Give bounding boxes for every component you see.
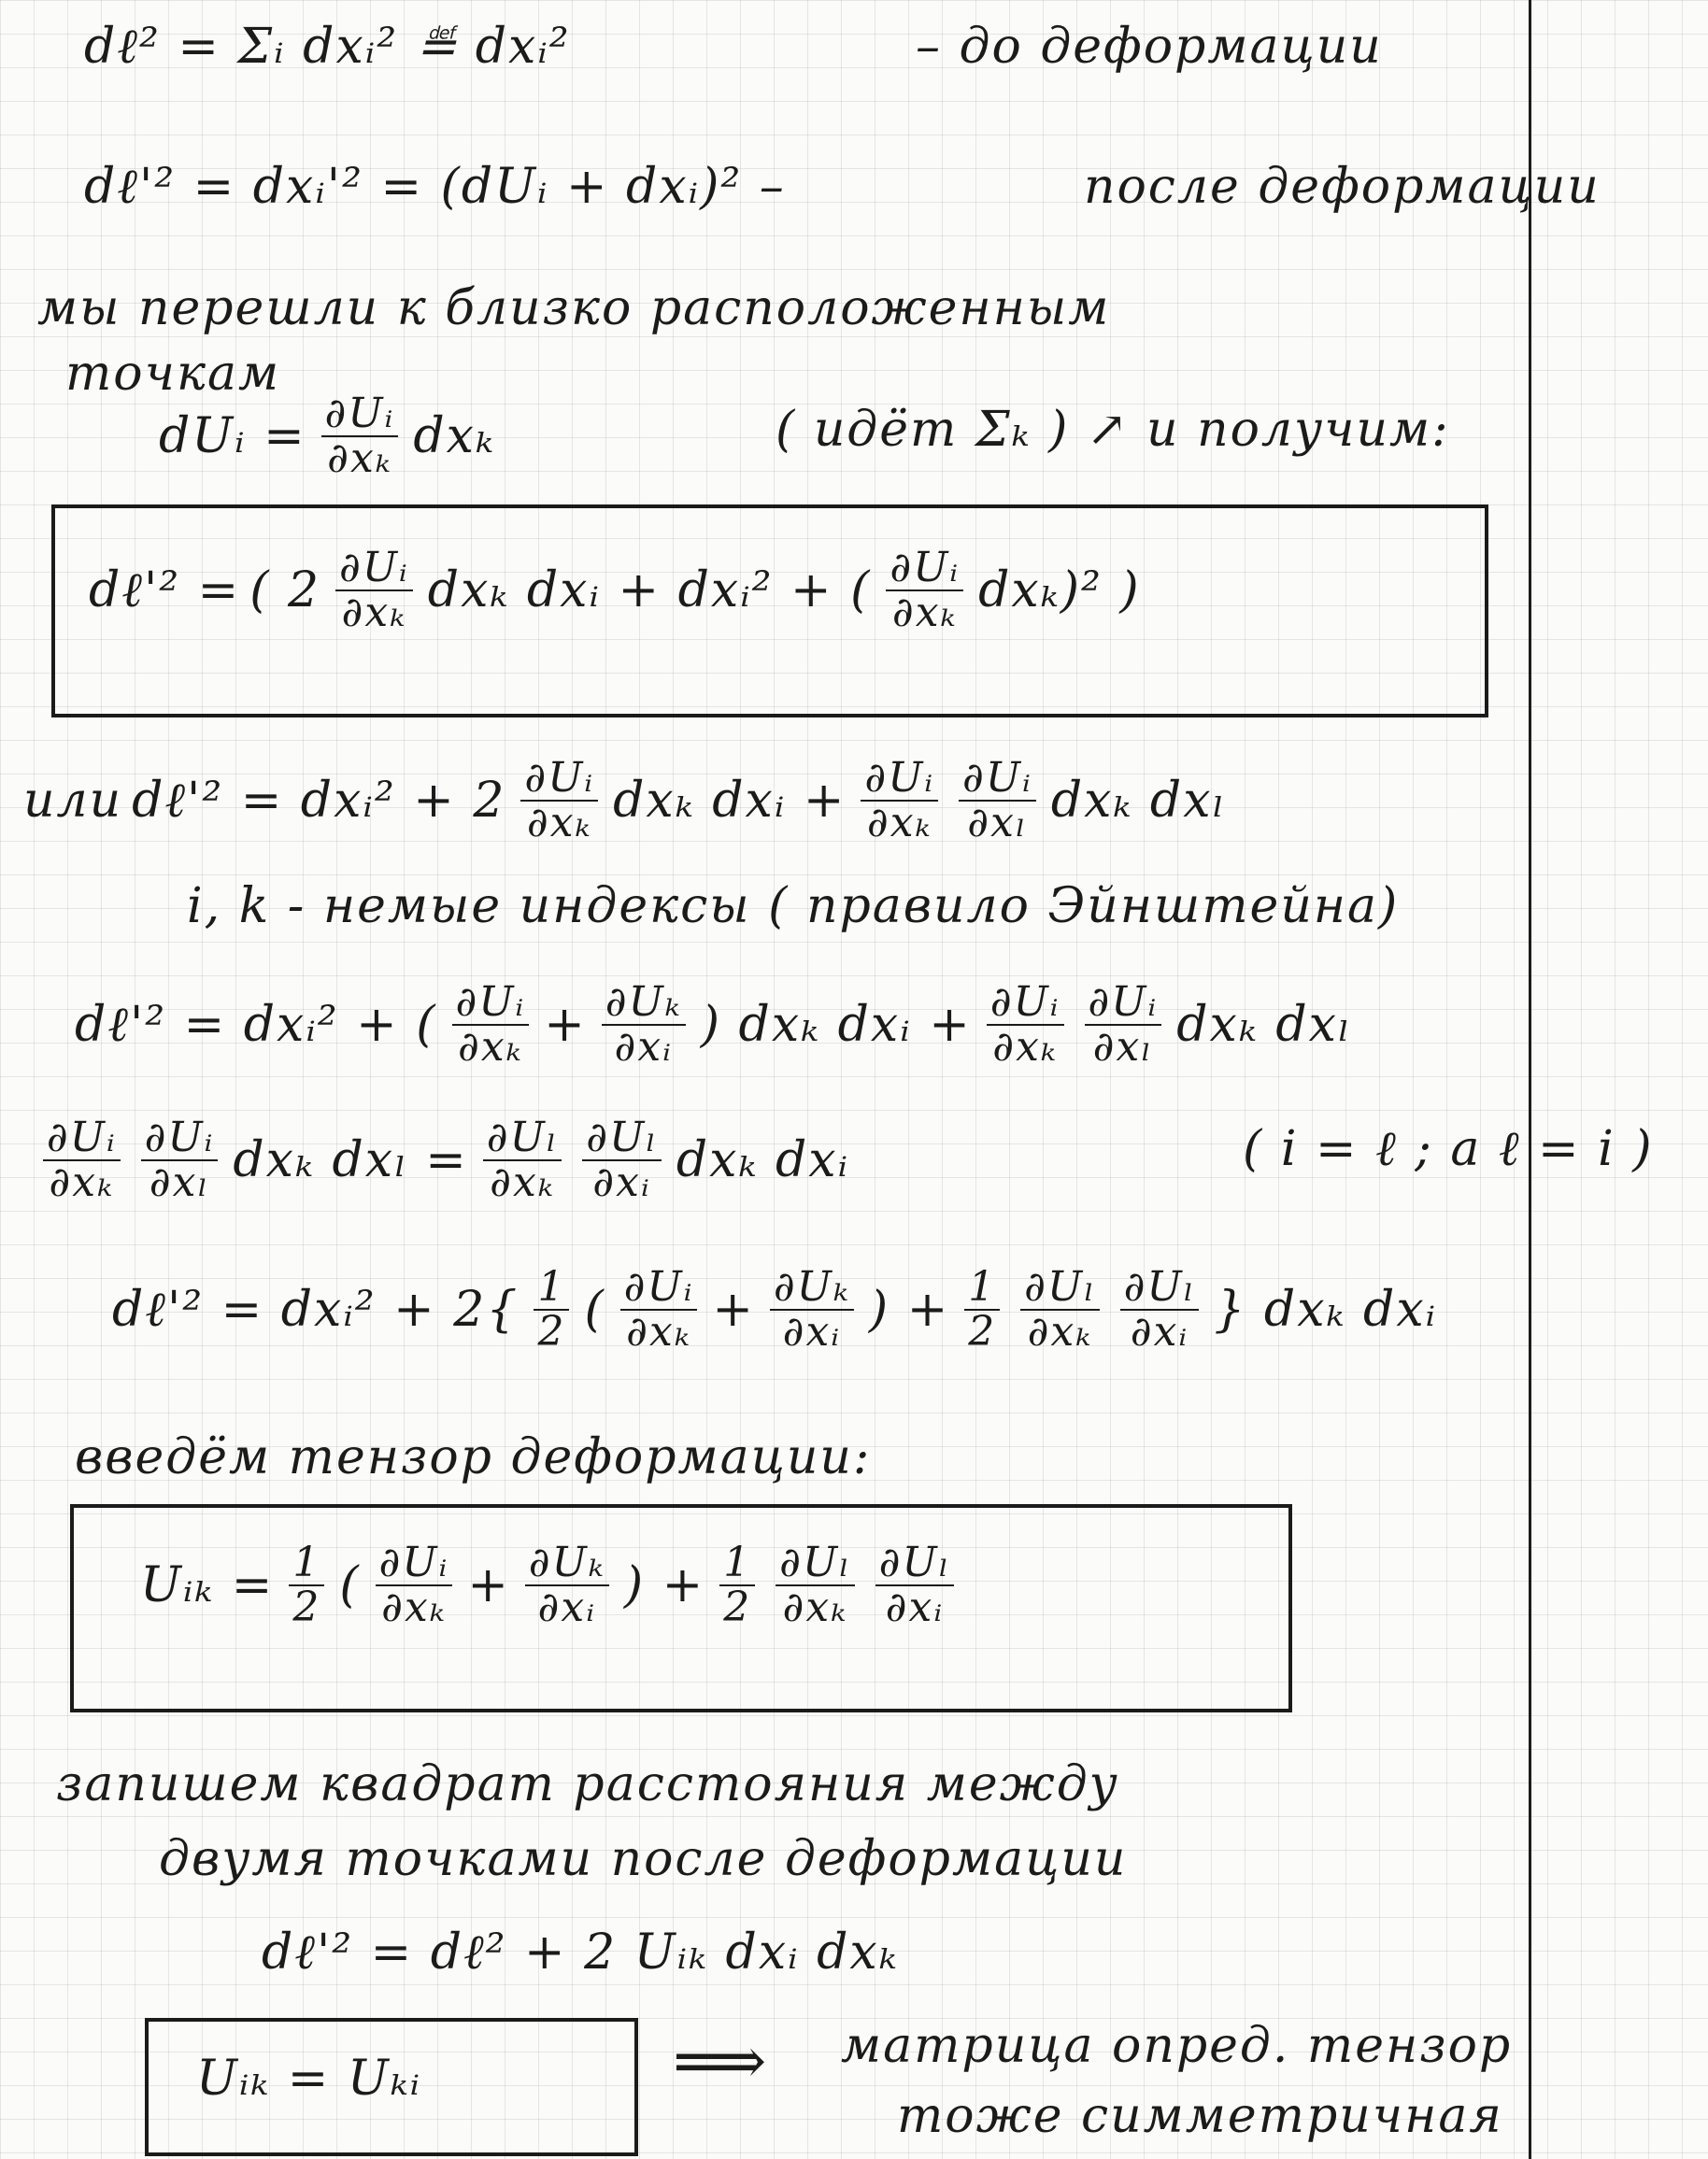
plus-sign: + bbox=[467, 1557, 510, 1614]
box2-lhs: Uᵢₖ = bbox=[140, 1557, 275, 1614]
fraction bbox=[525, 1539, 609, 1632]
text-nearby-points: мы перешли к близко расположенным bbox=[37, 280, 1111, 336]
fraction bbox=[582, 1114, 662, 1207]
fraction-numerator: 1 bbox=[719, 1541, 755, 1586]
fraction-denominator: ∂xₖ bbox=[327, 434, 392, 483]
box1-part-b: dxₖ dxᵢ + dxᵢ² + ( bbox=[427, 562, 872, 619]
text-line-12 bbox=[75, 1429, 871, 1485]
fraction-denominator: ∂xₖ bbox=[992, 1023, 1058, 1072]
fraction bbox=[770, 1263, 854, 1356]
fraction bbox=[861, 754, 938, 847]
l9-lhs: dℓ'² = dxᵢ² + ( bbox=[75, 997, 437, 1054]
text-line-3 bbox=[37, 280, 1110, 336]
fraction bbox=[886, 544, 963, 637]
text-two-points: двумя точками после деформации bbox=[159, 1831, 1128, 1887]
l7-mid: dxₖ dxᵢ + bbox=[613, 773, 847, 830]
text-line-14 bbox=[56, 1756, 1119, 1812]
l9-rhs: dxₖ dxₗ bbox=[1176, 997, 1352, 1054]
formula-symmetric: Uᵢₖ = Uₖᵢ bbox=[196, 2051, 422, 2107]
fraction-numerator: ∂Uₗ bbox=[1020, 1266, 1100, 1311]
formula-line-5 bbox=[159, 390, 495, 483]
implies-arrow-icon bbox=[673, 2023, 768, 2099]
text-points: точкам bbox=[65, 346, 281, 402]
l10-rhs: dxₖ dxᵢ bbox=[676, 1132, 850, 1189]
fraction bbox=[875, 1539, 955, 1632]
l10-mid: dxₖ dxₗ = bbox=[233, 1132, 468, 1189]
fraction bbox=[987, 978, 1064, 1072]
du-lhs: dUᵢ = bbox=[159, 408, 306, 465]
fraction-denominator: ∂xₖ bbox=[341, 589, 407, 637]
formula-distance: dℓ'² = dℓ² + 2 Uᵢₖ dxᵢ dxₖ bbox=[262, 1925, 899, 1981]
comment-line-5 bbox=[776, 402, 1450, 458]
close-paren: ) + bbox=[868, 1282, 950, 1339]
fraction-denominator: ∂xₗ bbox=[1092, 1023, 1153, 1072]
formula-dl-prime-squared: dℓ'² = dxᵢ'² = (dUᵢ + dxᵢ)² – bbox=[84, 159, 786, 215]
comment-einstein-sum: ( идёт Σₖ ) ↗ и получим: bbox=[776, 402, 1450, 458]
comment-index-swap: ( i = ℓ ; a ℓ = i ) bbox=[1243, 1121, 1654, 1177]
fraction-numerator: ∂Uᵢ bbox=[959, 757, 1036, 802]
fraction bbox=[289, 1539, 324, 1632]
fraction bbox=[43, 1114, 121, 1207]
fraction bbox=[534, 1263, 569, 1356]
fraction-numerator: ∂Uᵢ bbox=[520, 757, 598, 802]
fraction-numerator: ∂Uₗ bbox=[483, 1116, 562, 1161]
open-paren: ( bbox=[584, 1282, 605, 1339]
fraction-numerator: ∂Uᵢ bbox=[861, 757, 938, 802]
fraction bbox=[620, 1263, 698, 1356]
fraction-denominator: ∂xₖ bbox=[381, 1584, 447, 1632]
formula-line-16 bbox=[262, 1925, 899, 1981]
box1-formula bbox=[89, 544, 1141, 637]
fraction bbox=[719, 1539, 755, 1632]
fraction bbox=[959, 754, 1036, 847]
fraction-numerator: ∂Uᵢ bbox=[886, 547, 963, 591]
fraction-numerator: ∂Uₖ bbox=[525, 1541, 609, 1586]
l9-mid: ) dxₖ dxᵢ + bbox=[700, 997, 972, 1054]
text-line-17 bbox=[841, 2018, 1512, 2074]
fraction-numerator: ∂Uᵢ bbox=[987, 981, 1064, 1026]
l11-rhs: } dxₖ dxᵢ bbox=[1214, 1282, 1438, 1339]
fraction-denominator: ∂xₖ bbox=[526, 799, 592, 847]
fraction-numerator: ∂Uₗ bbox=[875, 1541, 955, 1586]
fraction-numerator: ∂Uₗ bbox=[776, 1541, 855, 1586]
text-dummy-indices: i, k - немые индексы ( правило Эйнштейна) bbox=[187, 878, 1400, 934]
fraction-denominator: ∂xₖ bbox=[490, 1158, 555, 1207]
close-paren: ) + bbox=[623, 1557, 705, 1614]
fraction bbox=[1085, 978, 1162, 1072]
fraction-numerator: ∂Uₗ bbox=[582, 1116, 662, 1161]
fraction-numerator: 1 bbox=[534, 1266, 569, 1311]
fraction-denominator: ∂xₖ bbox=[458, 1023, 523, 1072]
fraction-numerator: 1 bbox=[289, 1541, 324, 1586]
box1-lhs: dℓ'² = bbox=[89, 562, 241, 619]
fraction-denominator: ∂xᵢ bbox=[592, 1158, 651, 1207]
fraction-numerator: 1 bbox=[964, 1266, 1000, 1311]
formula-line-7 bbox=[23, 754, 1227, 847]
fraction-denominator: 2 bbox=[723, 1584, 752, 1632]
fraction bbox=[602, 978, 686, 1072]
text-introduce-tensor: введём тензор деформации: bbox=[75, 1429, 872, 1485]
box3-formula bbox=[196, 2051, 421, 2107]
fraction bbox=[141, 1114, 219, 1207]
du-rhs: dxₖ bbox=[413, 408, 495, 465]
prefix-or: или bbox=[23, 773, 123, 830]
comment-line-1 bbox=[916, 19, 1383, 75]
fraction-numerator: ∂Uᵢ bbox=[376, 1541, 453, 1586]
fraction-numerator: ∂Uᵢ bbox=[452, 981, 530, 1026]
fraction bbox=[964, 1263, 1000, 1356]
text-line-8 bbox=[187, 878, 1399, 934]
fraction-numerator: ∂Uₖ bbox=[602, 981, 686, 1026]
fraction-denominator: ∂xᵢ bbox=[782, 1308, 842, 1356]
fraction bbox=[520, 754, 598, 847]
fraction-denominator: 2 bbox=[968, 1308, 997, 1356]
fraction-denominator: ∂xᵢ bbox=[885, 1584, 945, 1632]
fraction-numerator: ∂Uᵢ bbox=[1085, 981, 1162, 1026]
comment-after-deformation: после деформации bbox=[1084, 159, 1601, 215]
text-line-18 bbox=[897, 2088, 1503, 2144]
fraction-denominator: ∂xᵢ bbox=[537, 1584, 597, 1632]
fraction-denominator: ∂xᵢ bbox=[614, 1023, 673, 1072]
formula-line-10 bbox=[37, 1107, 850, 1207]
fraction-denominator: ∂xₖ bbox=[49, 1158, 115, 1207]
formula-line-1 bbox=[84, 19, 571, 75]
plus-sign: + bbox=[712, 1282, 755, 1339]
fraction-denominator: 2 bbox=[537, 1308, 566, 1356]
text-matrix-defines: матрица опред. тензор bbox=[841, 2018, 1513, 2074]
fraction-denominator: ∂xₗ bbox=[967, 799, 1028, 847]
fraction bbox=[483, 1114, 562, 1207]
text-write-distance: запишем квадрат расстояния между bbox=[56, 1756, 1119, 1812]
fraction bbox=[1020, 1263, 1100, 1356]
formula-line-2 bbox=[84, 159, 786, 215]
fraction-numerator: ∂Uᵢ bbox=[141, 1116, 219, 1161]
fraction bbox=[452, 978, 530, 1072]
fraction-numerator: ∂Uₖ bbox=[770, 1266, 854, 1311]
fraction bbox=[1120, 1263, 1200, 1356]
formula-dl-squared: dℓ² = Σᵢ dxᵢ² ≝ dxᵢ² bbox=[84, 19, 571, 75]
fraction bbox=[321, 390, 399, 483]
fraction-denominator: ∂xₖ bbox=[626, 1308, 691, 1356]
fraction bbox=[776, 1539, 855, 1632]
formula-line-11 bbox=[112, 1263, 1438, 1356]
fraction-numerator: ∂Uₗ bbox=[1120, 1266, 1200, 1311]
fraction-numerator: ∂Uᵢ bbox=[43, 1116, 121, 1161]
fraction-denominator: ∂xₖ bbox=[1027, 1308, 1093, 1356]
open-paren: ( bbox=[339, 1557, 361, 1614]
l7-lhs: dℓ'² = dxᵢ² + 2 bbox=[132, 773, 506, 830]
fraction-denominator: ∂xₖ bbox=[891, 589, 958, 637]
comment-line-2 bbox=[1084, 159, 1601, 215]
l11-lhs: dℓ'² = dxᵢ² + 2{ bbox=[112, 1282, 520, 1339]
fraction-denominator: ∂xₗ bbox=[149, 1158, 210, 1207]
comment-before-deformation: – до деформации bbox=[916, 19, 1383, 75]
text-line-15 bbox=[159, 1831, 1127, 1887]
box1-part-a: ( 2 bbox=[249, 562, 321, 619]
fraction-numerator: ∂Uᵢ bbox=[335, 547, 413, 591]
fraction-numerator: ∂Uᵢ bbox=[321, 392, 399, 437]
fraction bbox=[335, 544, 413, 637]
margin-line bbox=[1529, 0, 1531, 2159]
fraction-numerator: ∂Uᵢ bbox=[620, 1266, 698, 1311]
plus-sign: + bbox=[544, 997, 587, 1054]
box2-formula bbox=[140, 1539, 960, 1632]
fraction-denominator: ∂xₖ bbox=[866, 799, 932, 847]
fraction-denominator: 2 bbox=[292, 1584, 321, 1632]
l7-rhs: dxₖ dxₗ bbox=[1050, 773, 1227, 830]
text-also-symmetric: тоже симметричная bbox=[897, 2088, 1503, 2144]
comment-line-10 bbox=[1243, 1121, 1654, 1177]
formula-line-9 bbox=[75, 978, 1352, 1072]
fraction-denominator: ∂xₖ bbox=[782, 1584, 848, 1632]
box1-part-c: dxₖ)² ) bbox=[978, 562, 1141, 619]
fraction bbox=[376, 1539, 453, 1632]
fraction-denominator: ∂xᵢ bbox=[1130, 1308, 1189, 1356]
arrow-glyph: ⟹ bbox=[673, 2023, 769, 2099]
